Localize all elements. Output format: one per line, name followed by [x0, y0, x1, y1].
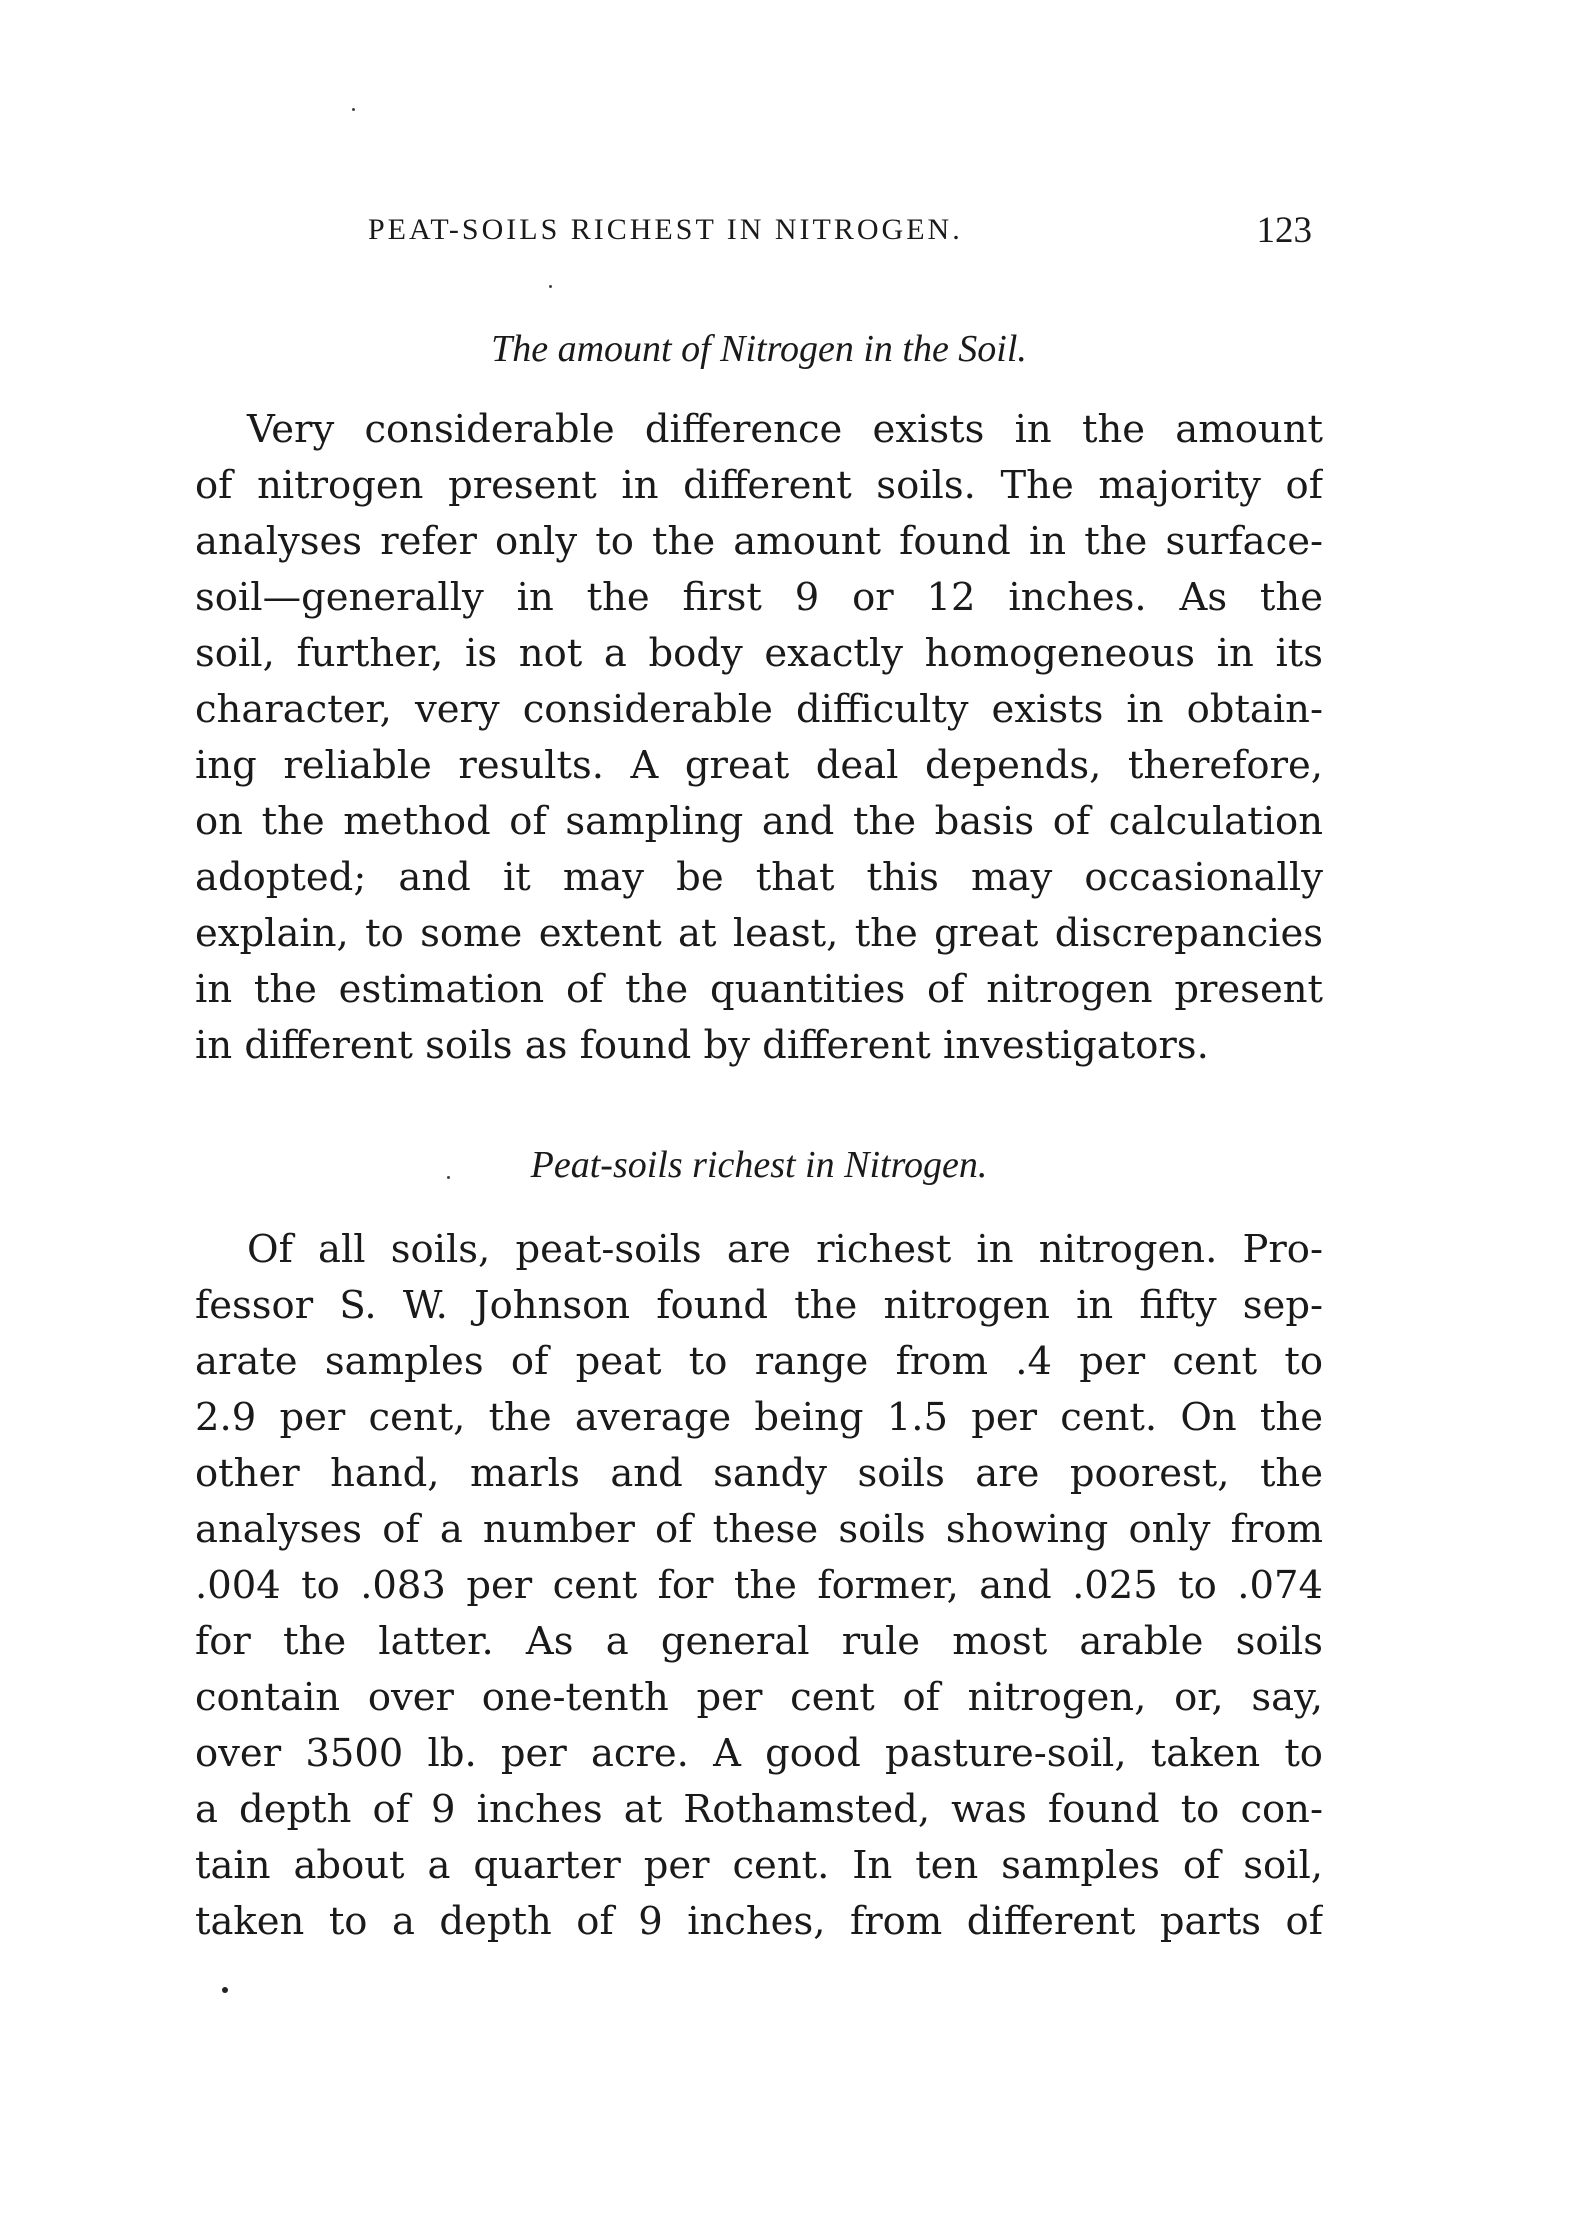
running-title: PEAT-SOILS RICHEST IN NITROGEN. — [368, 213, 963, 246]
section-heading: Peat-soils richest in Nitrogen. — [530, 1144, 988, 1186]
text-line: explain, to some extent at least, the great discrepancies — [195, 911, 1323, 956]
text-line: ing reliable results. A great deal depends, therefore, — [195, 743, 1323, 788]
page-number: 123 — [1256, 210, 1312, 251]
text-line: Of all soils, peat-soils are richest in nitrogen. Pro- — [247, 1227, 1323, 1272]
text-line: soil—generally in the first 9 or 12 inches. As the — [195, 575, 1323, 620]
text-line: contain over one-tenth per cent of nitrogen, or, say, — [195, 1675, 1323, 1720]
section-heading: The amount of Nitrogen in the Soil. — [491, 328, 1027, 370]
text-line: tain about a quarter per cent. In ten samples of soil, — [195, 1843, 1323, 1888]
section-body — [195, 1222, 1323, 1950]
text-line: of nitrogen present in different soils. The majority of — [195, 463, 1323, 508]
running-head — [368, 210, 1312, 263]
print-speck — [447, 1176, 450, 1179]
text-line: analyses of a number of these soils showing only from — [195, 1507, 1323, 1552]
print-speck — [549, 285, 552, 288]
text-line: analyses refer only to the amount found in the surface- — [195, 519, 1323, 564]
print-speck — [352, 108, 355, 111]
text-line: Very considerable difference exists in the amount — [247, 407, 1323, 452]
text-line: over 3500 lb. per acre. A good pasture-soil, taken to — [195, 1731, 1323, 1776]
text-line: in the estimation of the quantities of nitrogen present — [195, 967, 1323, 1012]
text-line: .004 to .083 per cent for the former, and .025 to .074 — [195, 1563, 1323, 1608]
text-line: on the method of sampling and the basis of calculation — [195, 799, 1323, 844]
print-speck — [222, 1987, 228, 1993]
text-line: soil, further, is not a body exactly homogeneous in its — [195, 631, 1323, 676]
text-line: a depth of 9 inches at Rothamsted, was found to con- — [195, 1787, 1323, 1832]
text-line: in different soils as found by different investigators. — [195, 1023, 1209, 1068]
text-line: fessor S. W. Johnson found the nitrogen in fifty sep- — [195, 1283, 1323, 1328]
text-line: adopted; and it may be that this may occasionally — [195, 855, 1323, 900]
text-line: character, very considerable difficulty exists in obtain- — [195, 687, 1323, 732]
text-line: for the latter. As a general rule most arable soils — [195, 1619, 1323, 1664]
text-line: other hand, marls and sandy soils are poorest, the — [195, 1451, 1323, 1496]
text-line: taken to a depth of 9 inches, from different parts of — [195, 1899, 1323, 1944]
text-line: arate samples of peat to range from .4 per cent to — [195, 1339, 1323, 1384]
text-line: 2.9 per cent, the average being 1.5 per cent. On the — [195, 1395, 1323, 1440]
section-body — [195, 402, 1323, 1074]
